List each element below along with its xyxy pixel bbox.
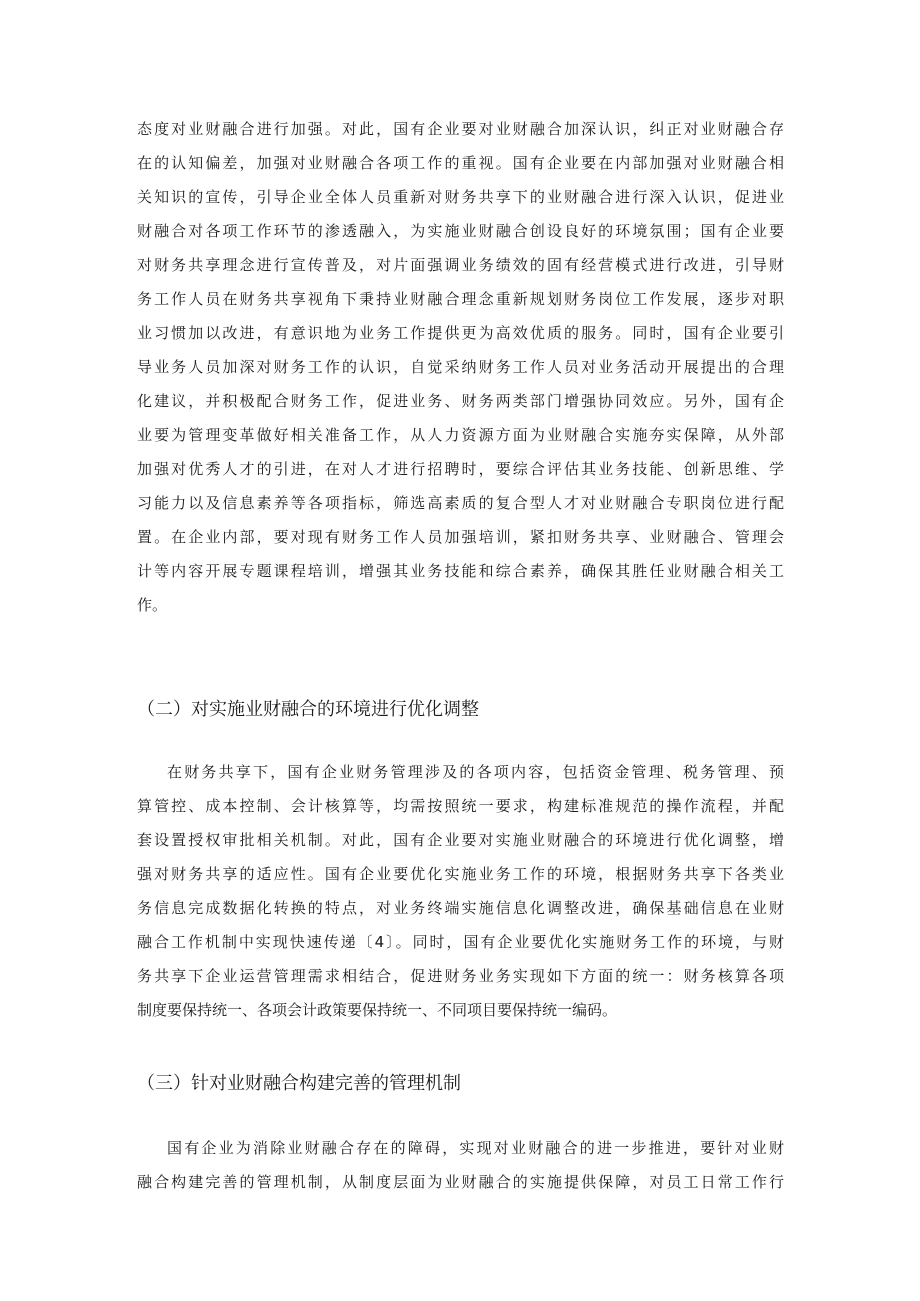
text-line: 融合工作机制中实现快速传递〔4〕。同时，国有企业要优化实施财务工作的环境，与财 (137, 933, 784, 951)
text-line: 习能力以及信息素养等各项指标，筛选高素质的复合型人才对业财融合专职岗位进行配 (137, 494, 784, 512)
text-line: 国有企业为消除业财融合存在的障碍，实现对业财融合的进一步推进，要针对业财 (167, 1139, 784, 1157)
text-line: 套设置授权审批相关机制。对此，国有企业要对实施业财融合的环境进行优化调整，增 (137, 831, 784, 849)
text-line: 强对财务共享的适应性。国有企业要优化实施业务工作的环境，根据财务共享下各类业 (137, 865, 784, 883)
text-line: 化建议，并积极配合财务工作，促进业务、财务两类部门增强协同效应。另外，国有企 (137, 392, 784, 410)
text-line: 制度要保持统一、各项会计政策要保持统一、不同项目要保持统一编码。 (137, 1001, 618, 1019)
text-line: 关知识的宣传，引导企业全体人员重新对财务共享下的业财融合进行深入认识，促进业 (137, 188, 784, 206)
text-line: 计等内容开展专题课程培训，增强其业务技能和综合素养，确保其胜任业财融合相关工 (137, 562, 784, 580)
section-heading-3: （三）针对业财融合构建完善的管理机制 (137, 1073, 461, 1094)
text-line: 对财务共享理念进行宣传普及，对片面强调业务绩效的固有经营模式进行改进，引导财 (137, 256, 784, 274)
text-line: 业习惯加以改进，有意识地为业务工作提供更为高效优质的服务。同时，国有企业要引 (137, 324, 784, 342)
text-line: 财融合对各项工作环节的渗透融入，为实施业财融合创设良好的环境氛围；国有企业要 (137, 222, 784, 240)
text-line: 务信息完成数据化转换的特点，对业务终端实施信息化调整改进，确保基础信息在业财 (137, 899, 784, 917)
text-line: 在财务共享下，国有企业财务管理涉及的各项内容，包括资金管理、税务管理、预 (167, 763, 784, 781)
text-line: 态度对业财融合进行加强。对此，国有企业要对业财融合加深认识，纠正对业财融合存 (137, 120, 784, 138)
text-line: 务工作人员在财务共享视角下秉持业财融合理念重新规划财务岗位工作发展，逐步对职 (137, 290, 784, 308)
text-line: 导业务人员加深对财务工作的认识，自觉采纳财务工作人员对业务活动开展提出的合理 (137, 358, 784, 376)
section-heading-2: （二）对实施业财融合的环境进行优化调整 (137, 699, 479, 720)
paragraph-1 (137, 112, 784, 622)
text-line: 算管控、成本控制、会计核算等，均需按照统一要求，构建标准规范的操作流程，并配 (137, 797, 784, 815)
text-line: 务共享下企业运营管理需求相结合，促进财务业务实现如下方面的统一：财务核算各项 (137, 967, 784, 985)
text-line: 加强对优秀人才的引进，在对人才进行招聘时，要综合评估其业务技能、创新思维、学 (137, 460, 784, 478)
paragraph-3 (137, 1131, 784, 1199)
text-line: 置。在企业内部，要对现有财务工作人员加强培训，紧扣财务共享、业财融合、管理会 (137, 528, 784, 546)
paragraph-2 (137, 755, 784, 1027)
text-line: 作。 (137, 596, 168, 614)
text-line: 融合构建完善的管理机制，从制度层面为业财融合的实施提供保障，对员工日常工作行 (137, 1173, 784, 1191)
text-line: 业要为管理变革做好相关准备工作，从人力资源方面为业财融合实施夯实保障，从外部 (137, 426, 784, 444)
text-line: 在的认知偏差，加强对业财融合各项工作的重视。国有企业要在内部加强对业财融合相 (137, 154, 784, 172)
